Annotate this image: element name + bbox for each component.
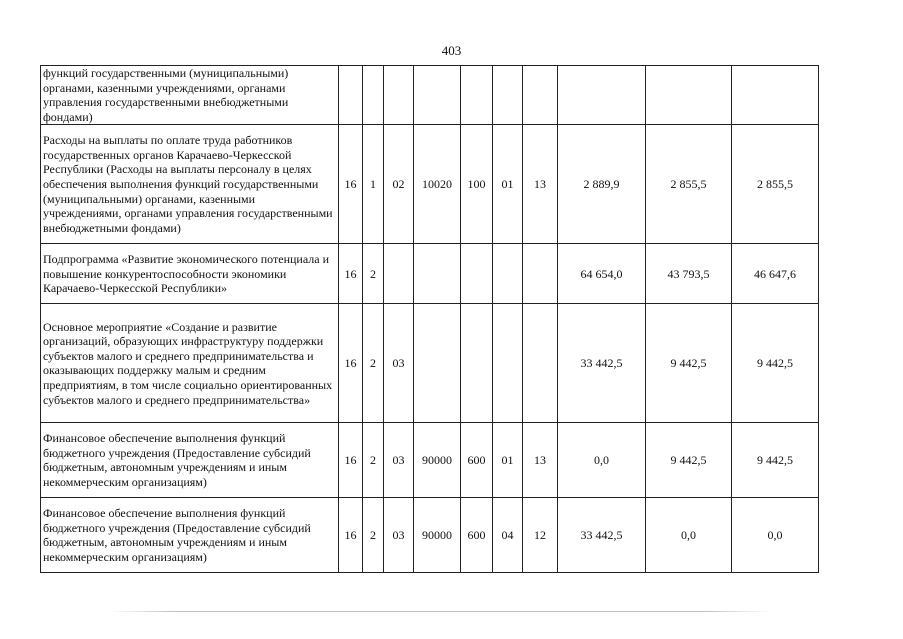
code-cell: 16 xyxy=(339,423,363,498)
code-cell xyxy=(414,244,461,304)
amount-cell: 0,0 xyxy=(558,423,646,498)
amount-cell: 2 855,5 xyxy=(646,125,732,244)
amount-cell: 46 647,6 xyxy=(732,244,819,304)
row-name: Подпрограмма «Развитие экономического потенциала и повышение конкурентоспособности экономики Карачаево-Черкесской Республики» xyxy=(41,244,339,304)
code-cell xyxy=(493,304,523,423)
code-cell: 01 xyxy=(493,423,523,498)
code-cell: 16 xyxy=(339,244,363,304)
code-cell: 13 xyxy=(523,125,558,244)
code-cell: 100 xyxy=(461,125,493,244)
code-cell: 03 xyxy=(384,498,414,573)
code-cell xyxy=(339,66,363,125)
code-cell: 03 xyxy=(384,423,414,498)
amount-cell: 2 889,9 xyxy=(558,125,646,244)
code-cell: 16 xyxy=(339,498,363,573)
code-cell: 2 xyxy=(363,423,384,498)
code-cell: 90000 xyxy=(414,423,461,498)
page-number: 403 xyxy=(441,43,462,58)
amount-cell: 33 442,5 xyxy=(558,304,646,423)
table-row xyxy=(41,498,819,573)
amount-cell xyxy=(558,66,646,125)
row-name: Расходы на выплаты по оплате труда работников государственных органов Карачаево-Черкесской Республики (Расходы на выплаты персоналу в целях обеспечения выполнения функций государственными (муниципальными) органами, казенными учреждениями, органами управления государственными внебюджетными фондами) xyxy=(41,125,339,244)
amount-cell: 9 442,5 xyxy=(646,304,732,423)
amount-cell: 64 654,0 xyxy=(558,244,646,304)
code-cell: 16 xyxy=(339,125,363,244)
code-cell: 600 xyxy=(461,423,493,498)
code-cell: 2 xyxy=(363,304,384,423)
budget-table xyxy=(40,65,819,573)
code-cell: 90000 xyxy=(414,498,461,573)
row-name: Финансовое обеспечение выполнения функций бюджетного учреждения (Предоставление субсидий бюджетным, автономным учреждениям и иным некоммерческим организациям) xyxy=(41,498,339,573)
code-cell: 600 xyxy=(461,498,493,573)
amount-cell: 0,0 xyxy=(646,498,732,573)
code-cell: 16 xyxy=(339,304,363,423)
amount-cell xyxy=(732,66,819,125)
amount-cell: 9 442,5 xyxy=(732,423,819,498)
table-row xyxy=(41,423,819,498)
amount-cell: 0,0 xyxy=(732,498,819,573)
code-cell xyxy=(461,304,493,423)
table-row xyxy=(41,304,819,423)
amount-cell: 43 793,5 xyxy=(646,244,732,304)
scan-footer-line xyxy=(110,611,770,612)
code-cell xyxy=(523,304,558,423)
table-row xyxy=(41,66,819,125)
row-name: функций государственными (муниципальными) органами, казенными учреждениями, органами управления государственными внебюджетными фондами) xyxy=(41,66,339,125)
code-cell: 02 xyxy=(384,125,414,244)
code-cell xyxy=(493,244,523,304)
code-cell xyxy=(461,66,493,125)
code-cell xyxy=(414,304,461,423)
code-cell xyxy=(363,66,384,125)
code-cell: 1 xyxy=(363,125,384,244)
amount-cell: 33 442,5 xyxy=(558,498,646,573)
code-cell xyxy=(414,66,461,125)
code-cell xyxy=(384,66,414,125)
amount-cell xyxy=(646,66,732,125)
code-cell: 13 xyxy=(523,423,558,498)
row-name: Основное мероприятие «Создание и развитие организаций, образующих инфраструктуру поддержки субъектов малого и среднего предпринимательства и оказывающих поддержку малым и средним предприятиям, в том числе социально ориентированных субъектов малого и среднего предпринимательства» xyxy=(41,304,339,423)
table-row xyxy=(41,125,819,244)
code-cell xyxy=(523,66,558,125)
code-cell xyxy=(384,244,414,304)
code-cell xyxy=(523,244,558,304)
row-name: Финансовое обеспечение выполнения функций бюджетного учреждения (Предоставление субсидий бюджетным, автономным учреждениям и иным некоммерческим организациям) xyxy=(41,423,339,498)
table-row xyxy=(41,244,819,304)
code-cell: 01 xyxy=(493,125,523,244)
amount-cell: 2 855,5 xyxy=(732,125,819,244)
code-cell: 04 xyxy=(493,498,523,573)
code-cell: 2 xyxy=(363,498,384,573)
amount-cell: 9 442,5 xyxy=(732,304,819,423)
code-cell xyxy=(461,244,493,304)
code-cell: 12 xyxy=(523,498,558,573)
code-cell: 03 xyxy=(384,304,414,423)
code-cell: 2 xyxy=(363,244,384,304)
amount-cell: 9 442,5 xyxy=(646,423,732,498)
code-cell xyxy=(493,66,523,125)
code-cell: 10020 xyxy=(414,125,461,244)
